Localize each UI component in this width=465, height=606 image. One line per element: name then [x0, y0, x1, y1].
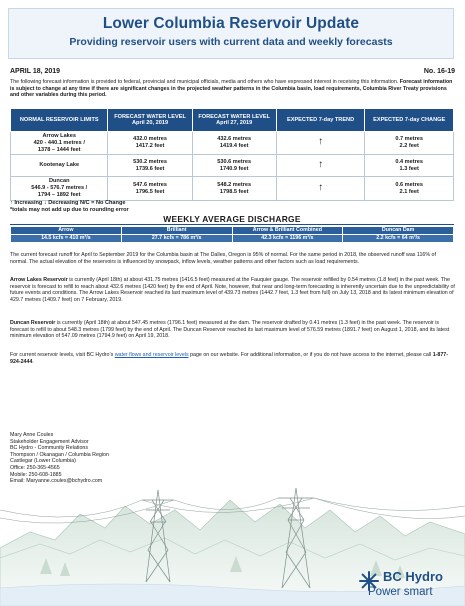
discharge-header-brilliant: Brilliant: [121, 227, 232, 235]
forecast-paragraph: The current forecast runoff for April to September 2019 for the Columbia basin at The Dalles, Oregon is 95% of normal. For the same period in 2018, the observed runoff was 116% of normal. The actual elevation of the reservoirs is influenced by snowpack, inflow levels, weather patterns and other factors such as load requirements.: [10, 252, 436, 265]
up-arrow-icon: ↑: [318, 181, 324, 193]
current-levels-paragraph: For current reservoir levels, visit BC Hydro’s water flows and reservoir levels page on our website. For additional information, or if you do not have access to the internet, please call 1-877-924-2444.: [10, 352, 449, 365]
phone-number: 1-877-924-2444: [10, 352, 449, 365]
header-forecast-2: FORECAST WATER LEVEL April 27, 2019: [192, 109, 276, 132]
contact-title: Stakeholder Engagement Advisor: [10, 438, 89, 445]
reservoir-levels-table: [10, 108, 454, 201]
cell-trend: [276, 132, 365, 155]
cell-limits: Arrow Lakes 420 - 440.1 metres / 1378 – 1444 feet: [11, 132, 108, 155]
contact-office-location: Castlegar (Lower Columbia): [10, 458, 76, 465]
issue-number: No. 16-19: [423, 68, 455, 75]
table-header-row: [11, 109, 454, 132]
weekly-discharge-table: [10, 226, 454, 243]
contact-region: Thompson / Okanagan / Columbia Region: [10, 451, 109, 458]
contact-mobile: Mobile: 250-608-1885: [10, 471, 62, 478]
header-limits: NORMAL RESERVOIR LIMITS: [11, 109, 108, 132]
cell-limits: Duncan 546.9 - 576.7 metres / 1794 – 1892 feet: [11, 177, 108, 200]
cell-forecast-1: 432.0 metres 1417.2 feet: [108, 132, 192, 155]
header-change: EXPECTED 7-day CHANGE: [365, 109, 454, 132]
cell-trend: [276, 177, 365, 200]
cell-forecast-2: 432.6 metres 1419.4 feet: [192, 132, 276, 155]
discharge-value-duncan: 2.2 kcfs = 64 m³/s: [343, 235, 454, 243]
cell-forecast-2: 530.6 metres 1740.9 feet: [192, 155, 276, 177]
duncan-paragraph: [10, 320, 455, 340]
table-row-duncan: [11, 177, 454, 200]
intro-bold-text: Forecast information is subject to change at any time if there are significant changes in the projected weather patterns in the Columbia basin, load requirements, Columbia River Treaty provisions and other variables during this period.: [10, 79, 453, 99]
weekly-divider: [10, 224, 454, 225]
cell-change: 0.4 metres 1.3 feet: [365, 155, 454, 177]
duncan-label: Duncan Reservoir: [10, 320, 56, 326]
logo-tagline: Power smart: [368, 586, 433, 598]
discharge-header-arrow: Arrow: [11, 227, 122, 235]
discharge-header-duncan: Duncan Dam: [343, 227, 454, 235]
discharge-value-arrow: 14.5 kcfs = 410 m³/s: [11, 235, 122, 243]
rounding-note: *totals may not add up due to rounding error: [10, 207, 129, 213]
page-title: Lower Columbia Reservoir Update: [102, 15, 360, 32]
contact-department: BC Hydro - Community Relations: [10, 445, 89, 452]
table-row-kootenay-lake: [11, 155, 454, 177]
intro-paragraph: [10, 79, 455, 99]
cell-trend: [276, 155, 365, 177]
bc-hydro-logo: [358, 567, 458, 601]
up-arrow-icon: ↑: [318, 136, 324, 148]
arrow-lakes-label: Arrow Lakes Reservoir: [10, 277, 68, 283]
water-flows-link[interactable]: water flows and reservoir levels: [114, 352, 189, 358]
table-row-arrow-lakes: [11, 132, 454, 155]
cell-forecast-1: 547.6 metres 1796.5 feet: [108, 177, 192, 200]
contact-email[interactable]: Email: Maryanne.coules@bchydro.com: [10, 478, 103, 485]
up-arrow-icon: ↑: [318, 158, 324, 170]
discharge-value-brilliant: 27.7 kcfs = 786 m³/s: [121, 235, 232, 243]
contact-office-phone: Office: 250-365-4565: [10, 464, 60, 471]
date-row: [10, 68, 455, 78]
intro-text: The following forecast information is provided to federal, provincial and municipal officials, media and others who have expressed interest in receiving this information.: [10, 79, 400, 85]
cell-change: 0.6 metres 2.1 feet: [365, 177, 454, 200]
weekly-discharge-title: WEEKLY AVERAGE DISCHARGE: [163, 214, 301, 224]
discharge-value-row: [11, 235, 454, 243]
issue-date: APRIL 18, 2019: [10, 68, 61, 75]
arrow-lakes-text: is currently (April 18th) at about 431.75 metres (1416.5 feet) measured at the Fauquier gauge. The reservoir refilled by 0.54 metres (1.8 feet) in the past week. The reservoir is forecast to refill to reach about 432.6 metres (1420 feet) by the end of April. Note, however, that near and long-term forecasting is inherently uncertain due to the unpredictability of future events and conditions. The Arrow Lakes Reservoir reached its last maximum level of 439.73 metres (1442.7 feet, 1.3 feet from full) on July 13, 2018 and its latest minimum elevation of 429.7 metres (1409.7 feet) on 7 February, 2019.: [10, 277, 455, 303]
header-forecast-1: FORECAST WATER LEVEL April 20, 2019: [108, 109, 192, 132]
page-subtitle: Providing reservoir users with current data and weekly forecasts: [69, 36, 393, 48]
header-trend: EXPECTED 7-day TREND: [276, 109, 365, 132]
discharge-header-row: [11, 227, 454, 235]
trend-legend: ↑ Increasing ↓ Decreasing N/C = No Change: [10, 200, 126, 206]
discharge-value-combined: 42.3 kcfs = 1196 m³/s: [232, 235, 343, 243]
cell-limits: Kootenay Lake: [11, 155, 108, 177]
cell-forecast-2: 548.2 metres 1798.5 feet: [192, 177, 276, 200]
cell-change: 0.7 metres 2.2 feet: [365, 132, 454, 155]
discharge-header-combined: Arrow & Brilliant Combined: [232, 227, 343, 235]
duncan-text: is currently (April 18th) at about 547.45 metres (1796.1 feet) measured at the dam. The reservoir drafted by 0.41 metres (1.3 feet) in the past week. The reservoir is forecast to refill to about 548.3 metres (1799 feet) by the end of April. The Duncan Reservoir reached its last maximum level of 576.59 metres (1891.7 feet) on August 1, 2018, and its latest minimum elevation of 547.09 metres (1794.9 feet) on April 19, 2018.: [10, 320, 450, 340]
cell-forecast-1: 530.2 metres 1739.6 feet: [108, 155, 192, 177]
contact-name: Mary Anne Coules: [10, 432, 54, 438]
arrow-lakes-paragraph: [10, 277, 455, 303]
logo-wordmark: BC Hydro: [383, 569, 443, 584]
header-banner: [8, 8, 454, 59]
